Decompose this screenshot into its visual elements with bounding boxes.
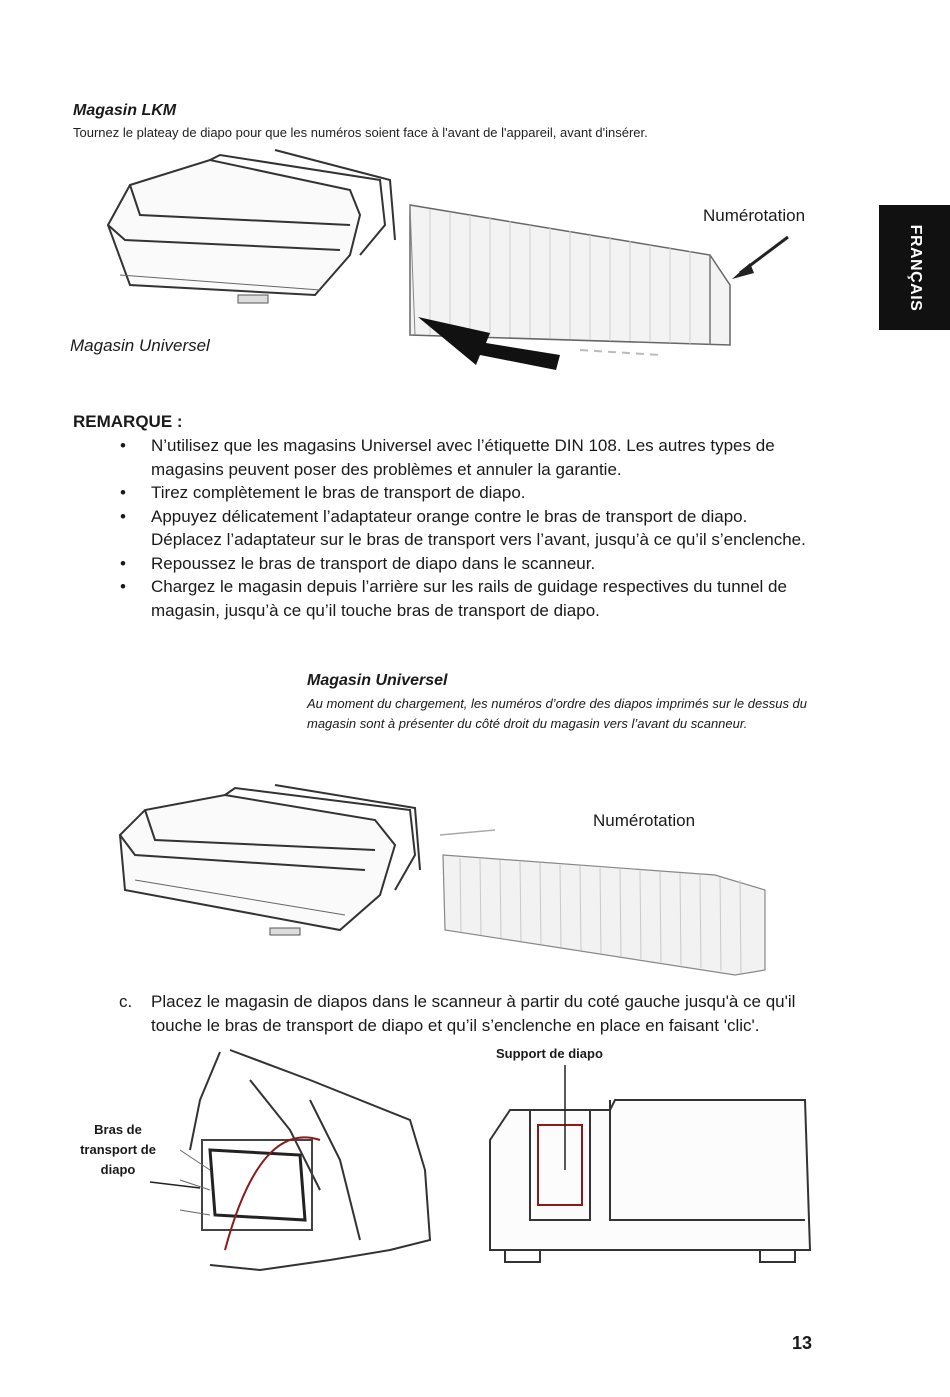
note-item (73, 434, 818, 481)
bullet-glyph: • (120, 553, 126, 573)
bullet-glyph: • (120, 483, 126, 502)
bullet-glyph: • (120, 577, 126, 596)
note-item-text: Chargez le magasin depuis l’arrière sur les rails de guidage respectives du tunnel de magasin, jusqu’à ce qu’il touche bras de transport de diapo. (151, 577, 787, 620)
note-item (73, 575, 818, 622)
label-slide-transport-arm: Bras de transport de diapo (80, 1122, 156, 1177)
scanner-with-universal-magazine-illustration (75, 780, 795, 980)
slide-arm-and-support-illustration (110, 1040, 820, 1280)
bullet-glyph: • (120, 506, 126, 526)
section-title-lkm: Magasin LKM (73, 102, 177, 119)
page-number: 13 (792, 1333, 813, 1353)
section-subtitle-lkm: Tournez le plateay de diapo pour que les numéros soient face à l'avant de l'appareil, avant d'insérer. (73, 125, 648, 140)
figure-label-numbering-1: Numérotation (703, 206, 806, 225)
language-tab (879, 205, 950, 330)
note-item (73, 552, 818, 576)
section-description-universal: Au moment du chargement, les numéros d’ordre des diapos imprimés sur le dessus du magasin sont à présenter du côté droit du magasin vers l’avant du scanneur. (307, 696, 808, 731)
note-item-text: Appuyez délicatement l’adaptateur orange contre le bras de transport de diapo. Déplacez l’adaptateur sur le bras de transport vers l’avant, jusqu’à ce qu’il s’enclenche. (151, 506, 806, 549)
note-item-text: Tirez complètement le bras de transport de diapo. (151, 483, 526, 502)
figure-label-numbering-2: Numérotation (593, 811, 696, 830)
figure-universal-magazine (75, 780, 795, 980)
step-c-marker: c. (119, 992, 133, 1011)
note-list (73, 434, 818, 622)
label-slide-support: Support de diapo (496, 1046, 603, 1061)
figure-slide-arm (110, 1040, 820, 1280)
bullet-glyph: • (120, 436, 126, 455)
language-tab-label: FRANÇAIS (906, 224, 924, 311)
figure-label-universal-magazine: Magasin Universel (70, 336, 210, 355)
step-c-text: Placez le magasin de diapos dans le scanneur à partir du coté gauche jusqu'à ce qu'il touche le bras de transport de diapo et qu’il s’enclenche en place en faisant 'clic'. (151, 992, 796, 1035)
note-item-text: N’utilisez que les magasins Universel avec l’étiquette DIN 108. Les autres types de magasins peuvent poser des problèmes et annuler la garantie. (151, 436, 775, 479)
note-heading: REMARQUE : (73, 412, 183, 431)
section-title-universal: Magasin Universel (307, 672, 448, 689)
note-item-text: Repoussez le bras de transport de diapo dans le scanneur. (151, 553, 596, 573)
note-item (73, 505, 818, 552)
note-item (73, 481, 818, 505)
